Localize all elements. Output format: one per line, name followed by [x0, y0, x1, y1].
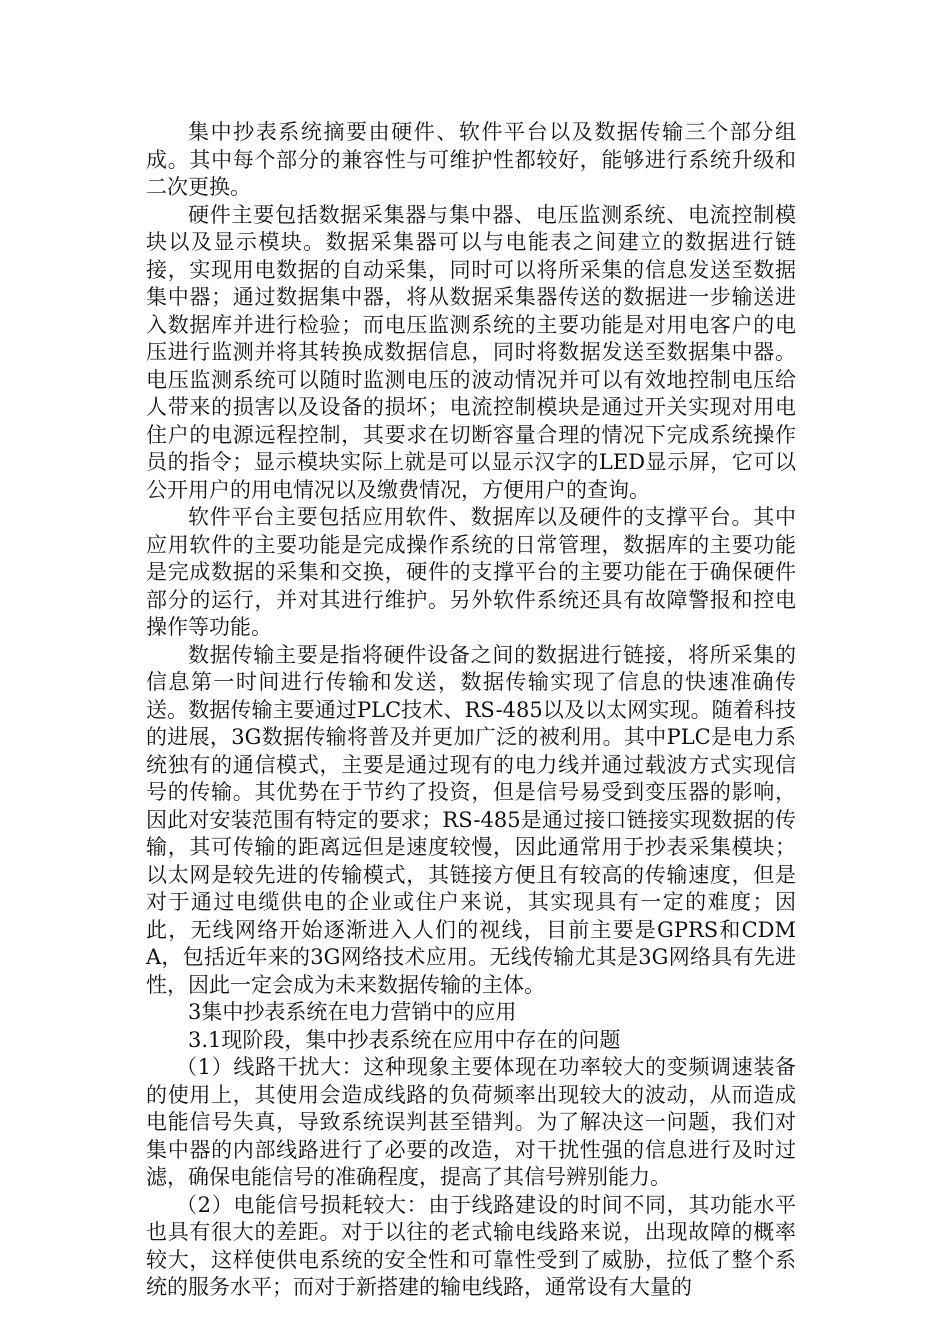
- document-page: [146, 119, 796, 1302]
- section-heading: 3集中抄表系统在电力营销中的应用: [188, 1000, 517, 1024]
- paragraph-software-platform: 软件平台主要包括应用软件、数据库以及硬件的支撑平台。其中应用软件的主要功能是完成操作系统的日常管理，数据库的主要功能是完成数据的采集和交换，硬件的支撑平台的主要功能在于确保硬件部分的运行，并对其进行维护。另外软件系统还具有故障警报和控电操作等功能。: [146, 505, 796, 639]
- paragraph-hardware: 硬件主要包括数据采集器与集中器、电压监测系统、电流控制模块以及显示模块。数据采集器可以与电能表之间建立的数据进行链接，实现用电数据的自动采集，同时可以将所采集的信息发送至数据集中器；通过数据集中器，将从数据采集器传送的数据进一步输送进入数据库并进行检验；而电压监测系统的主要功能是对用电客户的电压进行监测并将其转换成数据信息，同时将数据发送至数据集中器。电压监测系统可以随时监测电压的波动情况并可以有效地控制电压给人带来的损害以及设备的损坏；电流控制模块是通过开关实现对用电住户的电源远程控制，其要求在切断容量合理的情况下完成系统操作员的指令；显示模块实际上就是可以显示汉字的LED显示屏，它可以公开用户的用电情况以及缴费情况，方便用户的查询。: [146, 202, 796, 502]
- list-item-line-interference: （1）线路干扰大：这种现象主要体现在功率较大的变频调速装备的使用上，其使用会造成线路的负荷频率出现较大的波动，从而造成电能信号失真，导致系统误判甚至错判。为了解决这一问题，我们对集中器的内部线路进行了必要的改造，对干扰性强的信息进行及时过滤，确保电能信号的准确程度，提高了其信号辨别能力。: [146, 1055, 796, 1189]
- list-item-signal-loss: （2）电能信号损耗较大：由于线路建设的时间不同，其功能水平也具有很大的差距。对于以往的老式输电线路来说，出现故障的概率较大，这样使供电系统的安全性和可靠性受到了威胁，拉低了整个系统的服务水平；而对于新搭建的输电线路，通常设有大量的: [146, 1192, 796, 1299]
- paragraph-system-overview: 集中抄表系统摘要由硬件、软件平台以及数据传输三个部分组成。其中每个部分的兼容性与可维护性都较好，能够进行系统升级和二次更换。: [146, 120, 796, 199]
- paragraph-data-transmission: 数据传输主要是指将硬件设备之间的数据进行链接，将所采集的信息第一时间进行传输和发送，数据传输实现了信息的快速准确传送。数据传输主要通过PLC技术、RS-485以及以太网实现。随着科技的进展，3G数据传输将普及并更加广泛的被利用。其中PLC是电力系统独有的通信模式，主要是通过现有的电力线并通过载波方式实现信号的传输。其优势在于节约了投资，但是信号易受到变压器的影响，因此对安装范围有特定的要求；RS-485是通过接口链接实现数据的传输，其可传输的距离远但是速度较慢，因此通常用于抄表采集模块；以太网是较先进的传输模式，其链接方便且有较高的传输速度，但是对于通过电缆供电的企业或住户来说，其实现具有一定的难度；因此，无线网络开始逐渐进入人们的视线，目前主要是GPRS和CDMA，包括近年来的3G网络技术应用。无线传输尤其是3G网络具有先进性，因此一定会成为未来数据传输的主体。: [146, 642, 796, 997]
- subsection-heading: 3.1现阶段，集中抄表系统在应用中存在的问题: [188, 1027, 621, 1052]
